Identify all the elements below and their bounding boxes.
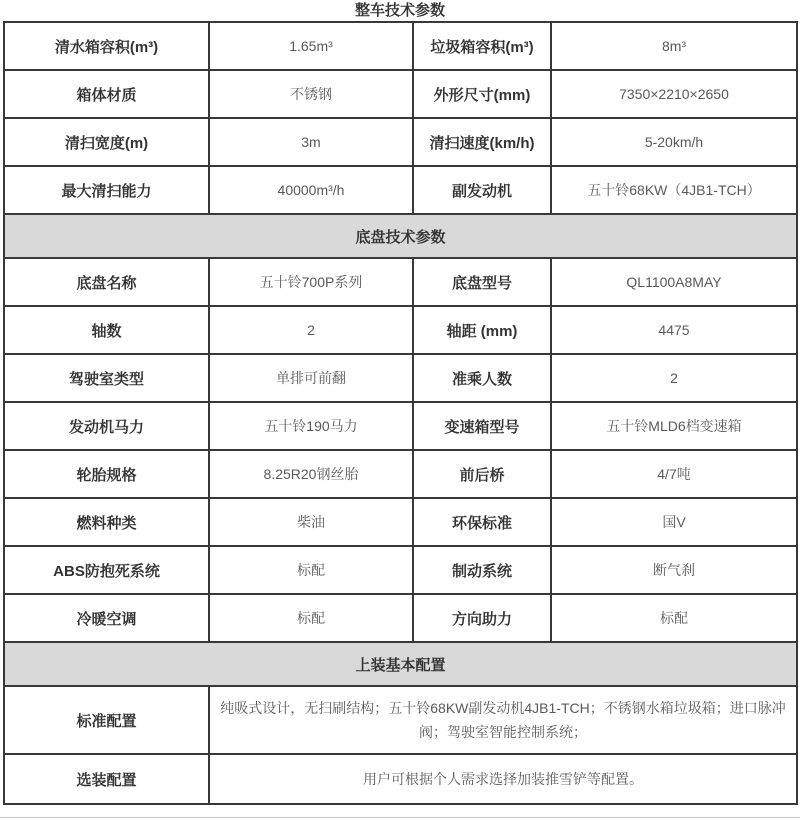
spec-label-cell: 前后桥	[413, 450, 551, 498]
spec-label-cell: 驾驶室类型	[4, 354, 209, 402]
table-row	[4, 642, 797, 686]
section-header-body-config: 上装基本配置	[4, 642, 797, 686]
spec-value-cell: 5-20km/h	[551, 118, 797, 166]
spec-label-cell: 方向助力	[413, 594, 551, 642]
spec-value-cell: 五十铃68KW（4JB1-TCH）	[551, 166, 797, 214]
spec-value-cell: QL1100A8MAY	[551, 258, 797, 306]
table-row	[4, 686, 797, 754]
spec-label-cell: 箱体材质	[4, 70, 209, 118]
spec-label-cell: 制动系统	[413, 546, 551, 594]
vehicle-spec-table	[3, 21, 798, 805]
spec-value-cell: 五十铃190马力	[209, 402, 413, 450]
spec-value-cell: 4475	[551, 306, 797, 354]
spec-value-cell: 标配	[209, 546, 413, 594]
table-row	[4, 402, 797, 450]
spec-label-cell: 冷暖空调	[4, 594, 209, 642]
spec-value-cell: 2	[209, 306, 413, 354]
spec-value-cell: 3m	[209, 118, 413, 166]
page-bottom-divider	[0, 817, 800, 818]
spec-value-cell: 7350×2210×2650	[551, 70, 797, 118]
table-row	[4, 258, 797, 306]
table-row	[4, 166, 797, 214]
spec-value-cell: 不锈钢	[209, 70, 413, 118]
table-row	[4, 214, 797, 258]
spec-label-cell: ABS防抱死系统	[4, 546, 209, 594]
spec-value-cell: 4/7吨	[551, 450, 797, 498]
table-row	[4, 118, 797, 166]
spec-label-cell: 选装配置	[4, 754, 209, 804]
config-value-cell: 纯吸式设计，无扫刷结构；五十铃68KW副发动机4JB1-TCH；不锈钢水箱垃圾箱；进口脉冲阀；驾驶室智能控制系统；	[209, 686, 797, 754]
spec-label-cell: 标准配置	[4, 686, 209, 754]
spec-value-cell: 五十铃700P系列	[209, 258, 413, 306]
spec-value-cell: 断气刹	[551, 546, 797, 594]
spec-value-cell: 8.25R20钢丝胎	[209, 450, 413, 498]
table-row	[4, 498, 797, 546]
spec-value-cell: 标配	[551, 594, 797, 642]
config-value-cell: 用户可根据个人需求选择加装推雪铲等配置。	[209, 754, 797, 804]
page-title: 整车技术参数	[354, 2, 445, 19]
spec-label-cell: 轮胎规格	[4, 450, 209, 498]
spec-label-cell: 副发动机	[413, 166, 551, 214]
spec-label-cell: 底盘型号	[413, 258, 551, 306]
spec-label-cell: 变速箱型号	[413, 402, 551, 450]
spec-value-cell: 国V	[551, 498, 797, 546]
spec-label-cell: 清扫速度(km/h)	[413, 118, 551, 166]
spec-value-cell: 8m³	[551, 22, 797, 70]
spec-label-cell: 最大清扫能力	[4, 166, 209, 214]
spec-value-cell: 柴油	[209, 498, 413, 546]
table-row	[4, 546, 797, 594]
spec-value-cell: 40000m³/h	[209, 166, 413, 214]
spec-label-cell: 发动机马力	[4, 402, 209, 450]
spec-label-cell: 底盘名称	[4, 258, 209, 306]
spec-label-cell: 轴数	[4, 306, 209, 354]
spec-value-cell: 1.65m³	[209, 22, 413, 70]
spec-value-cell: 2	[551, 354, 797, 402]
section-header-chassis: 底盘技术参数	[4, 214, 797, 258]
table-row	[4, 450, 797, 498]
table-row	[4, 594, 797, 642]
spec-label-cell: 清扫宽度(m)	[4, 118, 209, 166]
spec-value-cell: 单排可前翻	[209, 354, 413, 402]
spec-label-cell: 准乘人数	[413, 354, 551, 402]
table-row	[4, 306, 797, 354]
table-row	[4, 754, 797, 804]
spec-value-cell: 标配	[209, 594, 413, 642]
table-row	[4, 70, 797, 118]
spec-label-cell: 外形尺寸(mm)	[413, 70, 551, 118]
spec-label-cell: 垃圾箱容积(m³)	[413, 22, 551, 70]
table-row	[4, 354, 797, 402]
spec-label-cell: 环保标准	[413, 498, 551, 546]
spec-label-cell: 轴距 (mm)	[413, 306, 551, 354]
spec-value-cell: 五十铃MLD6档变速箱	[551, 402, 797, 450]
table-row	[4, 22, 797, 70]
spec-label-cell: 清水箱容积(m³)	[4, 22, 209, 70]
spec-label-cell: 燃料种类	[4, 498, 209, 546]
